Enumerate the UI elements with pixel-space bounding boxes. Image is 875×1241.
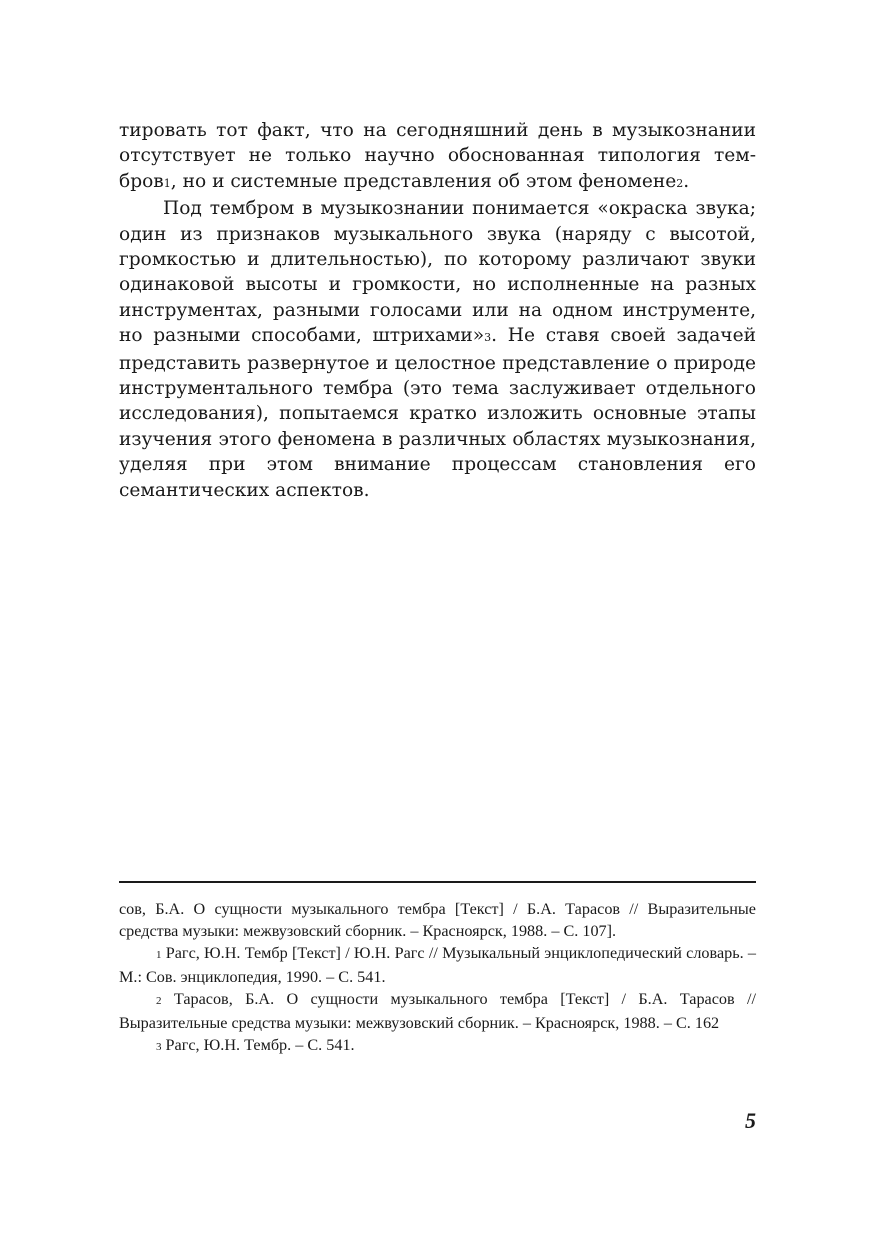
- footnote-number: 3: [156, 1041, 162, 1053]
- paragraph-1-text-a: тировать тот факт, что на сегодняшний день в музыкознании отсутствует не только научно обоснованная типология тембров: [119, 120, 756, 192]
- paragraph-1-text-b: , но и системные представления об этом феномене: [170, 170, 677, 192]
- footnote-reference-1: 1: [163, 176, 171, 190]
- paragraph-1: [119, 118, 756, 196]
- footnote-continuation: сов, Б.А. О сущности музыкального тембра [Текст] / Б.А. Тарасов // Выразительные средства музыки: межвузовский сборник. – Красноярск, 1988. – С. 107].: [119, 900, 756, 940]
- footnote-number: 2: [156, 995, 162, 1007]
- footnote-1: [119, 942, 756, 988]
- footnote-number: 1: [156, 949, 162, 961]
- paragraph-1-text-c: .: [683, 170, 690, 192]
- main-text: [119, 118, 756, 503]
- footnote-text: Рагс, Ю.Н. Тембр [Текст] / Ю.Н. Рагс // Музыкальный энциклопедический словарь. – М.: Сов. энциклопедия, 1990. – С. 541.: [119, 944, 756, 986]
- footnote-separator: [119, 881, 756, 883]
- paragraph-2: [119, 196, 756, 503]
- footnote-2: [119, 988, 756, 1034]
- footnote-text: Тарасов, Б.А. О сущности музыкального тембра [Текст] / Б.А. Тарасов // Выразительные средства музыки: межвузовский сборник. – Красноярск, 1988. – С. 162: [119, 990, 756, 1032]
- footnote-text: Рагс, Ю.Н. Тембр. – С. 541.: [161, 1036, 355, 1054]
- page-number: 5: [745, 1108, 756, 1133]
- paragraph-2-text-b: . Не ставя своей задачей представить развернутое и целостное представление о природе инструментального тембра (это тема заслуживает отдельного исследования), попытаемся кратко изложить основные этапы изучения этого феномена в различных областях музыкознания, уделяя при этом внимание процессам становления его семантических аспектов.: [119, 325, 756, 501]
- paragraph-2-text-a: Под тембром в музыкознании понимается «окраска звука; один из признаков музыкального звука (наряду с высотой, громкостью и длительностью), по которому различают звуки одинаковой высоты и громкости, но исполненные на разных инструментах, разными голосами или на одном инструменте, но разными способами, штрихами»: [119, 198, 756, 347]
- footnote-reference-3: 3: [484, 331, 492, 345]
- footnote-reference-2: 2: [676, 176, 684, 190]
- footnote-3: [119, 1034, 756, 1058]
- footnotes: [119, 898, 756, 1058]
